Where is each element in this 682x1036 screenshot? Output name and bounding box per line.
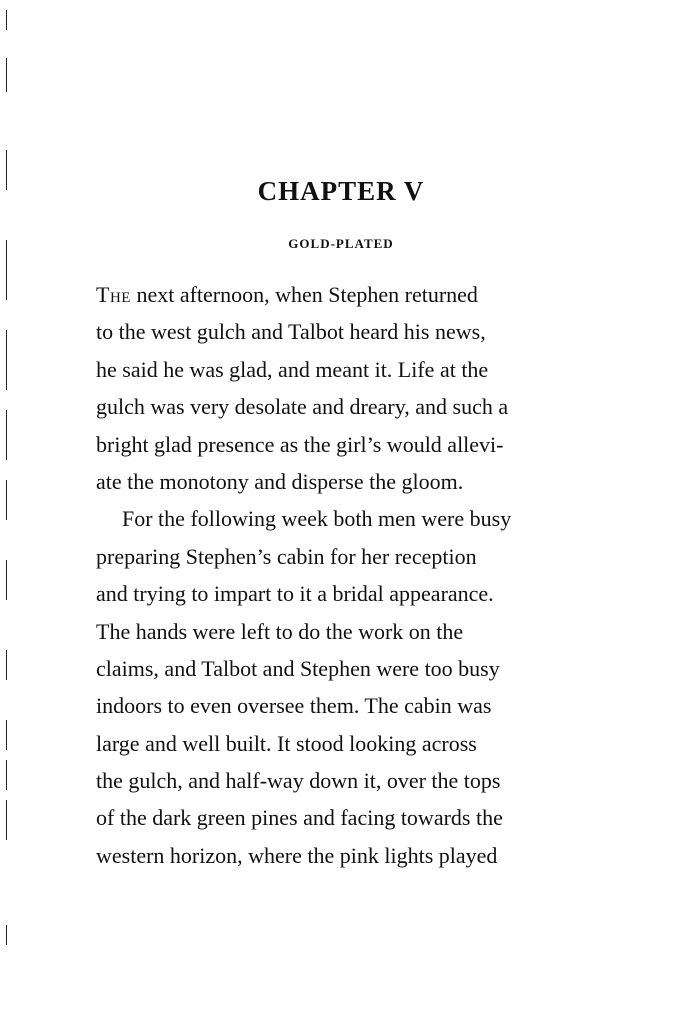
edge-mark — [6, 800, 7, 840]
chapter-subtitle: GOLD-PLATED — [288, 236, 394, 251]
text-line: and trying to impart to it a bridal appearance. — [96, 581, 494, 607]
text-line: western horizon, where the pink lights played — [96, 842, 498, 868]
edge-mark — [6, 410, 7, 460]
edge-mark — [6, 560, 7, 600]
text-line: large and well built. It stood looking across — [96, 730, 477, 756]
text-line: of the dark green pines and facing towards the — [96, 805, 503, 831]
scan-edge-marks — [0, 0, 12, 1036]
chapter-title: CHAPTER V — [257, 176, 425, 206]
text-line: to the west gulch and Talbot heard his news, — [96, 319, 486, 345]
edge-mark — [6, 10, 7, 30]
text-line: indoors to even oversee them. The cabin was — [96, 693, 492, 719]
edge-mark — [6, 925, 7, 945]
edge-mark — [6, 480, 7, 520]
text-line: gulch was very desolate and dreary, and such a — [96, 394, 509, 420]
lead-word: The — [96, 282, 131, 307]
text-line: claims, and Talbot and Stephen were too busy — [96, 655, 500, 681]
text-line: he said he was glad, and meant it. Life at the — [96, 356, 489, 382]
text-line — [96, 276, 596, 313]
edge-mark — [6, 650, 7, 680]
text-line: preparing Stephen’s cabin for her reception — [96, 543, 477, 569]
text-line: the gulch, and half-way down it, over the tops — [96, 768, 501, 794]
text-line: The hands were left to do the work on the — [96, 618, 464, 644]
edge-mark — [6, 330, 7, 390]
edge-mark — [6, 720, 7, 750]
text-line: ate the monotony and disperse the gloom. — [96, 468, 464, 494]
text-line: bright glad presence as the girl’s would allevi- — [96, 431, 504, 457]
first-line-rest: next afternoon, when Stephen returned — [130, 282, 478, 307]
text-line: For the following week both men were busy — [122, 506, 512, 532]
body-text — [96, 276, 596, 874]
edge-mark — [6, 58, 7, 92]
edge-mark — [6, 760, 7, 790]
